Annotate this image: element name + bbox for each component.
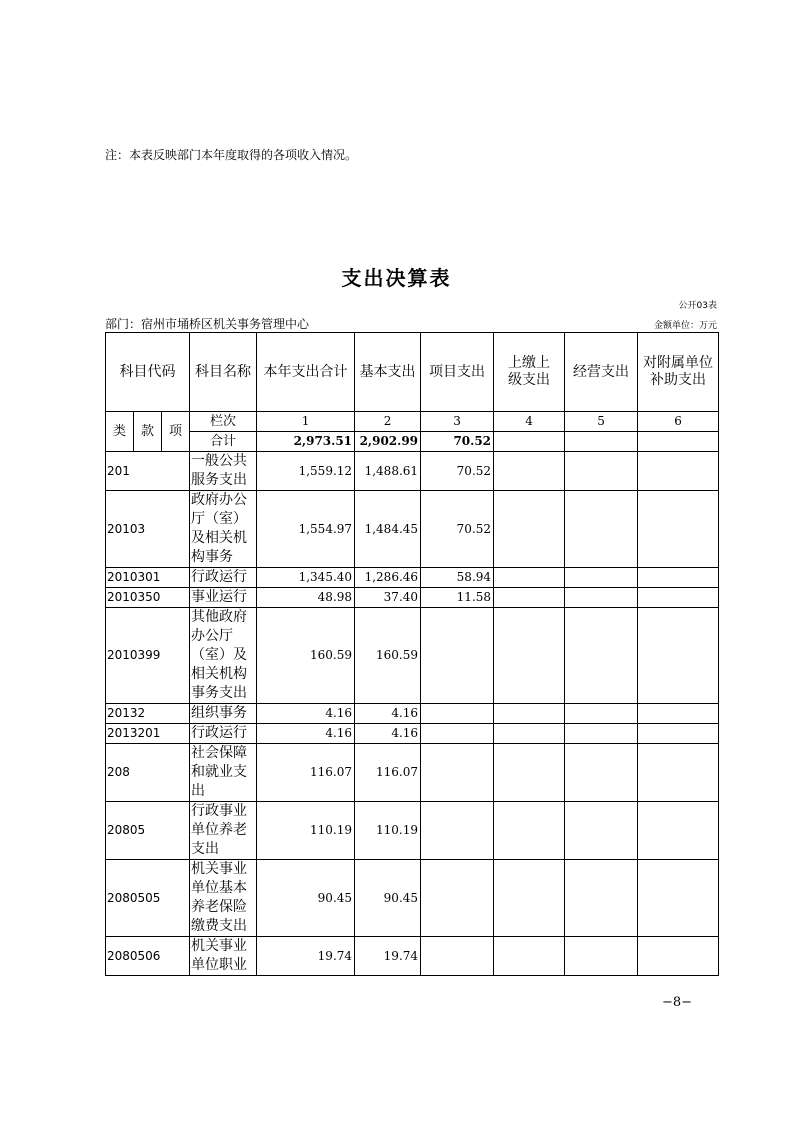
table-row (106, 452, 719, 491)
row-total: 4.16 (257, 704, 355, 724)
total-project: 70.52 (421, 432, 494, 452)
row-total: 116.07 (257, 744, 355, 802)
total-basic: 2,902.99 (355, 432, 421, 452)
row-basic: 4.16 (355, 704, 421, 724)
table-row (106, 802, 719, 860)
row-code: 208 (106, 744, 190, 802)
row-project (421, 704, 494, 724)
row-basic: 116.07 (355, 744, 421, 802)
column-number: 6 (638, 412, 719, 432)
row-project (421, 802, 494, 860)
row-code: 2080506 (106, 937, 190, 976)
row-total: 90.45 (257, 860, 355, 937)
table-note: 注：本表反映部门本年度取得的各项收入情况。 (105, 148, 358, 162)
header-subsidiary: 对附属单位补助支出 (638, 333, 719, 412)
header-business: 经营支出 (565, 333, 638, 412)
header-project: 项目支出 (421, 333, 494, 412)
header-xiang: 项 (162, 412, 190, 452)
department-name: 宿州市埇桥区机关事务管理中心 (141, 317, 310, 331)
table-row (106, 608, 719, 704)
expenditure-table (105, 332, 719, 976)
row-basic: 110.19 (355, 802, 421, 860)
row-total: 48.98 (257, 588, 355, 608)
row-name: 机关事业单位基本养老保险缴费支出 (190, 860, 257, 937)
header-total: 本年支出合计 (257, 333, 355, 412)
header-name: 科目名称 (190, 333, 257, 412)
header-kuan: 款 (134, 412, 162, 452)
row-name: 行政事业单位养老支出 (190, 802, 257, 860)
row-name: 一般公共服务支出 (190, 452, 257, 491)
row-project: 58.94 (421, 568, 494, 588)
header-code: 科目代码 (106, 333, 190, 412)
row-code: 20132 (106, 704, 190, 724)
row-basic: 1,488.61 (355, 452, 421, 491)
table-row (106, 937, 719, 976)
header-lanci: 栏次 (190, 412, 257, 432)
header-upper: 上缴上级支出 (494, 333, 565, 412)
row-project: 70.52 (421, 452, 494, 491)
row-name: 机关事业单位职业 (190, 937, 257, 976)
row-total: 1,345.40 (257, 568, 355, 588)
row-project (421, 608, 494, 704)
row-code: 201 (106, 452, 190, 491)
row-project (421, 860, 494, 937)
row-code: 20103 (106, 491, 190, 568)
page-number: −8− (661, 995, 692, 1010)
row-project: 70.52 (421, 491, 494, 568)
row-total: 110.19 (257, 802, 355, 860)
row-total: 1,554.97 (257, 491, 355, 568)
row-basic: 1,484.45 (355, 491, 421, 568)
table-row (106, 491, 719, 568)
total-amount: 2,973.51 (257, 432, 355, 452)
row-total: 4.16 (257, 724, 355, 744)
column-number: 2 (355, 412, 421, 432)
row-name: 事业运行 (190, 588, 257, 608)
row-name: 行政运行 (190, 724, 257, 744)
header-basic: 基本支出 (355, 333, 421, 412)
column-number: 3 (421, 412, 494, 432)
row-project (421, 724, 494, 744)
table-row (106, 724, 719, 744)
row-project (421, 937, 494, 976)
table-row (106, 860, 719, 937)
column-number: 4 (494, 412, 565, 432)
department-label: 部门： (105, 317, 142, 331)
row-code: 2010350 (106, 588, 190, 608)
amount-unit: 金额单位：万元 (653, 321, 717, 331)
row-basic: 4.16 (355, 724, 421, 744)
row-total: 160.59 (257, 608, 355, 704)
totals-row (106, 432, 719, 452)
row-project: 11.58 (421, 588, 494, 608)
row-basic: 90.45 (355, 860, 421, 937)
department-line (105, 315, 309, 332)
row-name: 社会保障和就业支出 (190, 744, 257, 802)
column-number: 1 (257, 412, 355, 432)
row-name: 其他政府办公厅（室）及相关机构事务支出 (190, 608, 257, 704)
row-code: 20805 (106, 802, 190, 860)
header-heji: 合计 (190, 432, 257, 452)
row-total: 19.74 (257, 937, 355, 976)
column-number: 5 (565, 412, 638, 432)
page-title: 支出决算表 (341, 266, 452, 290)
row-name: 政府办公厅（室）及相关机构事务 (190, 491, 257, 568)
row-basic: 160.59 (355, 608, 421, 704)
table-row (106, 588, 719, 608)
row-name: 组织事务 (190, 704, 257, 724)
row-code: 2010301 (106, 568, 190, 588)
row-total: 1,559.12 (257, 452, 355, 491)
row-code: 2010399 (106, 608, 190, 704)
table-row (106, 704, 719, 724)
table-row (106, 744, 719, 802)
header-lei: 类 (106, 412, 134, 452)
row-name: 行政运行 (190, 568, 257, 588)
row-basic: 1,286.46 (355, 568, 421, 588)
header-row (106, 333, 719, 412)
row-code: 2080505 (106, 860, 190, 937)
form-number: 公开03表 (678, 301, 717, 311)
row-project (421, 744, 494, 802)
row-code: 2013201 (106, 724, 190, 744)
table-row (106, 568, 719, 588)
row-basic: 19.74 (355, 937, 421, 976)
row-basic: 37.40 (355, 588, 421, 608)
column-number-row (106, 412, 719, 432)
